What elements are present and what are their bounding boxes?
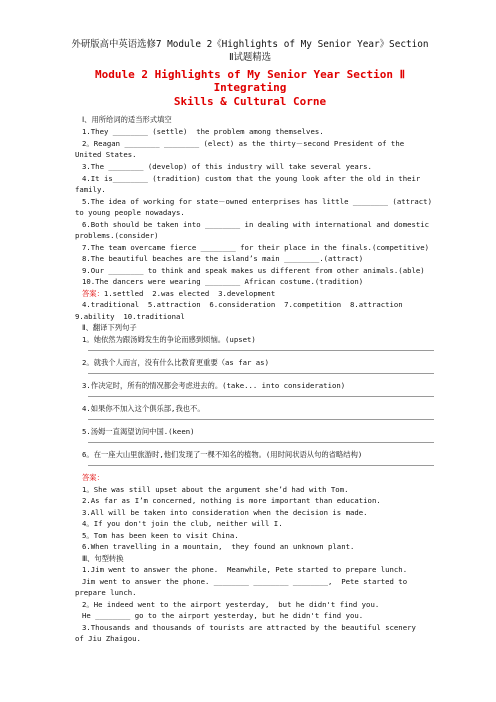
translation-question: 4.如果你不加入这个俱乐部,我也不。 [82, 404, 205, 413]
translation-answer: 2.As far as I’m concerned, nothing is more important than education. [82, 496, 381, 505]
header-line-1: 外研版高中英语选修7 Module 2《Highlights of My Senior Year》Section [71, 39, 429, 50]
answer-line: 9.ability 10.traditional [75, 312, 185, 321]
answer-blank-line [88, 442, 434, 443]
translation-answer: 4。If you don't join the club, neither will I. [82, 519, 283, 528]
translation-answer: 1。She was still upset about the argument she’d had with Tom. [82, 485, 349, 494]
transform-line: prepare lunch. [75, 588, 137, 597]
exercise-line: United States. [75, 150, 137, 159]
answer-row [82, 289, 275, 299]
transform-line: 1.Jim went to answer the phone. Meanwhile, Pete started to prepare lunch. [82, 565, 408, 574]
answer-blank-line [88, 396, 434, 397]
exercise-line: 3.The ________ (develop) of this industry will take several years. [82, 162, 372, 171]
answer-blank-line [88, 419, 434, 420]
answer-label: 答案： [82, 473, 104, 482]
exercise-line: 5.The idea of working for state－owned enterprises has little ________ (attract) [82, 197, 432, 206]
transform-line: of Jiu Zhaigou. [75, 634, 141, 643]
exercise-line: 1.They ________ (settle) the problem among themselves. [82, 127, 324, 136]
exercise-line: 7.The team overcame fierce ________ for their place in the finals.(competitive) [82, 243, 430, 252]
exercise-line: 2。Reagan ________ ________ (elect) as the thirty－second President of the [82, 139, 405, 148]
exercise-line: 10.The dancers were wearing ________ African costume.(tradition) [82, 277, 364, 286]
exercise-line: problems.(consider) [75, 231, 159, 240]
section3-heading: Ⅲ、句型转换 [82, 554, 124, 563]
title-line-2: Skills & Cultural Corne [173, 95, 327, 108]
transform-line: 3.Thousands and thousands of tourists are attracted by the beautiful scenery [82, 623, 416, 632]
translation-answer: 6.When travelling in a mountain, they found an unknown plant. [82, 542, 355, 551]
exercise-line: to young people nowadays. [75, 208, 185, 217]
translation-answer: 3.All will be taken into consideration when the decision is made. [82, 508, 368, 517]
translation-question: 5.汤姆一直渴望访问中国.(keen) [82, 427, 195, 436]
answer-text: 1.settled 2.was elected 3.development [103, 289, 276, 298]
translation-question: 6。在一座大山里旅游时,他们发现了一棵不知名的植物。(用时间状语从句的省略结构) [82, 450, 363, 459]
exercise-line: 4.It is________ (tradition) custom that the young look after the old in their [82, 174, 421, 183]
answer-line: 4.traditional 5.attraction 6.consideration 7.competition 8.attraction [82, 300, 403, 309]
exercise-line: 8.The beautiful beaches are the island’s main ________.(attract) [82, 254, 364, 263]
answer-blank-line [88, 373, 434, 374]
transform-line: He ________ go to the airport yesterday, but he didn't find you. [82, 611, 364, 620]
transform-line: Jim went to answer the phone. ________ ________ ________, Pete started to [82, 577, 408, 586]
section1-heading: Ⅰ、用所给词的适当形式填空 [82, 115, 172, 124]
header-line-2: Ⅱ试题精选 [228, 52, 272, 63]
answer-blank-line [88, 350, 434, 351]
answer-label: 答案： [82, 289, 104, 298]
translation-question: 3.作决定时，所有的情况都会考虑进去的。(take... into consideration) [82, 381, 346, 390]
section2-heading: Ⅱ、翻译下列句子 [82, 323, 137, 332]
translation-question: 2。就我个人而言，没有什么比教育更重要（as far as) [82, 358, 269, 367]
answer-blank-line [88, 465, 434, 466]
exercise-line: family. [75, 185, 106, 194]
title-line-1: Module 2 Highlights of My Senior Year Section Ⅱ Integrating [94, 68, 406, 94]
exercise-line: 6.Both should be taken into ________ in dealing with international and domestic [82, 220, 430, 229]
translation-answer: 5。Tom has been keen to visit China. [82, 531, 239, 540]
transform-line: 2。He indeed went to the airport yesterday, but he didn't find you. [82, 600, 380, 609]
translation-question: 1。她依然为跟汤姆发生的争论而感到烦恼。(upset) [82, 335, 256, 344]
exercise-line: 9.Our ________ to think and speak makes us different from other animals.(able) [82, 266, 425, 275]
